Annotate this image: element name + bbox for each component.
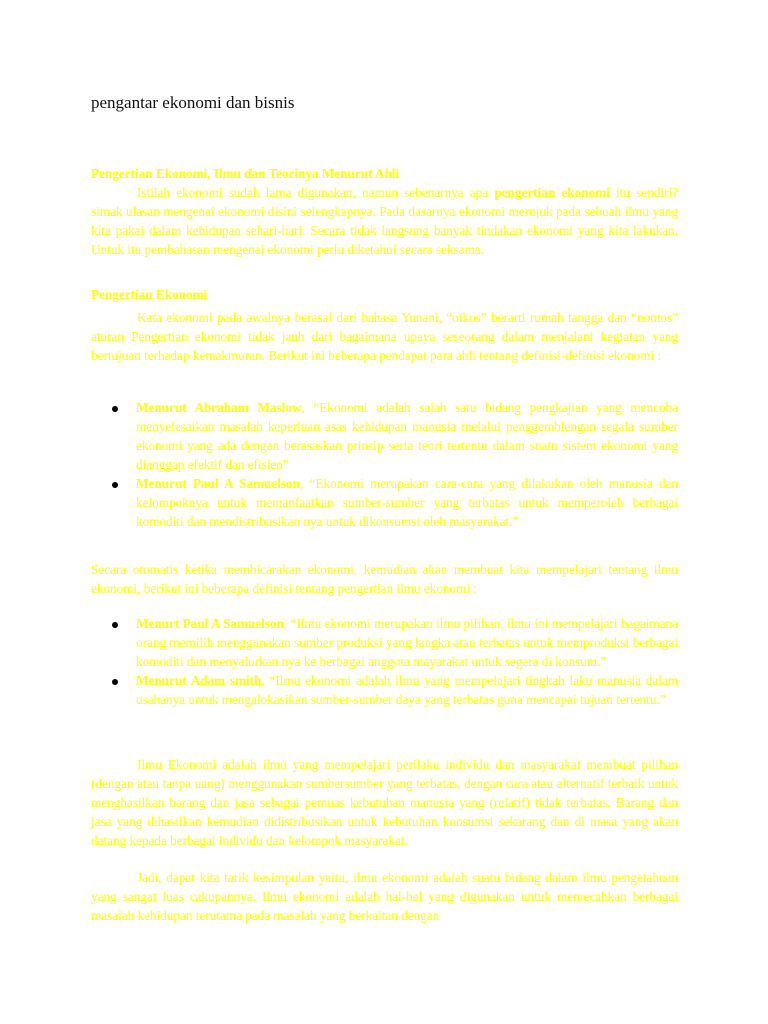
bullet-icon	[112, 679, 118, 685]
list-item	[91, 474, 678, 531]
intro-bold-term: pengertian ekonomi	[494, 185, 610, 200]
expert-list-2	[91, 614, 678, 709]
expert-quote: , “Ilmu ekonomi adalah ilmu yang mempelajari tingkah laku manusia dalam usahanya untuk mengalokasikan sumber-sumber daya yang terbatas guna mencapai tujuan tertentu.”	[136, 673, 678, 707]
intro-paragraph	[91, 183, 678, 259]
section-4	[91, 755, 678, 850]
section-3	[91, 560, 678, 598]
document-title: pengantar ekonomi dan bisnis	[91, 93, 295, 112]
section-5	[91, 868, 678, 925]
bullet-icon	[112, 406, 118, 412]
bullet-icon	[112, 482, 118, 488]
expert-list-1	[91, 398, 678, 531]
expert-name: Menurt Paul A Samuelson	[136, 616, 284, 631]
list-item	[91, 398, 678, 474]
expert-quote: , “Ekonomi merupakan cara-cara yang dilakukan oleh manusia dan kelompoknya untuk memanfaatkan sumber-sumber yang terbatas untuk memperoleh berbagai komoditi dan mendistribusikan nya untuk dikonsumsi oleh masyarakat.”	[136, 476, 678, 529]
transition-paragraph: Secara otomatis ketika membicarakan ekonomi, kemudian akan membuat kita mempelajari tentang ilmu ekonomi, berikut ini beberapa definisi tentang pengertian ilmu ekonomi :	[91, 562, 678, 596]
expert-quote: , “Ekonomi adalah salah satu bidang pengkajian yang mencoba menyelesaikan masalah keperluan asas kehidupan manusia melalui penggemblengan segala sumber ekonomi yang ada dengan berasaskan prinsip serta teori tertentu dalam suatu sistem ekonomi yang dianggap efektif dan efisien”	[136, 400, 679, 472]
expert-name: Menurut Adam smith	[136, 673, 262, 688]
section-heading-ekonomi: Pengertian Ekonomi	[91, 287, 208, 302]
section-heading-main: Pengertian Ekonomi, Ilmu dan Teorinya Menurut Ahli	[91, 166, 400, 181]
definition-paragraph: Kata ekonomi pada awalnya berasal dari bahasa Yunani, “oikos” berarti rumah tangga dan “nomos” aturan Pengertian ekonomi tidak jauh dari bagaimana upaya seseorang dalam menjalani kegiatan yang bertujuan terhadap kemakmuran. Berikut ini beberapa pendapat para ahli tentang definisi-definisi ekonomi :	[91, 310, 678, 363]
expert-quote: , “Ilmu ekonomi merupakan ilmu pilihan, ilmu ini mempelajari bagaimana orang memilih menggunakan sumber produksi yang langka atau terbatas untuk memproduksi berbagai komoditi dan menyalurkan nya ke berbagai anggota mayarakat untuk segera di konsum.”	[136, 616, 678, 669]
bullet-icon	[112, 622, 118, 628]
conclusion-paragraph: Jadi, dapat kita tarik kesimpulan yaitu, ilmu ekonomi adalah suatu bidang dalam ilmu pengetahuan yang sangat luas cakupannya. Ilmu ekonomi adalah hal-hal yang digunakan untuk memecahkan berbagai masalah kehidupan terutama pada masalah yang berkaitan dengan	[91, 870, 678, 923]
list-item	[91, 671, 678, 709]
expert-name: Menurut Abraham Maslow	[136, 400, 302, 415]
section-2	[91, 285, 678, 365]
intro-text-end: itu sendiri? simak ulasan mengenai ekonomi disini selengkapnya. Pada dasarnya ekonomi merujuk pada sebuah ilmu yang kita pakai dalam kehidupan sehari-hari. Secara tidak langsung banyak tindakan ekonomi yang kita lakukan. Untuk itu pembahasan mengenai ekonomi perlu diketahui secara seksama.	[91, 185, 678, 257]
expert-name: Menurut Paul A Samuelson	[136, 476, 300, 491]
explanation-paragraph: Ilmu Ekonomi adalah ilmu yang mempelajari perilaku individu dan masyarakat membuat pilihan (dengan atau tanpa uang) menggunakan sumbersumber yang terbatas, dengan cara atau alternatif terbaik untuk menghasilkan barang dan jasa sebagai pemuas kebutuhan manusia yang (relatif) tidak terbatas. Barang dan jasa yang dihasilkan kemudian didistribusikan untuk kebutuhan konsumsi sekarang dan di masa yang akan datang kepada berbagai individu dan kelompok masyarakat.	[91, 757, 678, 848]
section-1	[91, 164, 678, 259]
intro-text-start: Istilah ekonomi sudah lama digunakan, namun sebenarnya apa	[137, 185, 495, 200]
list-item	[91, 614, 678, 671]
